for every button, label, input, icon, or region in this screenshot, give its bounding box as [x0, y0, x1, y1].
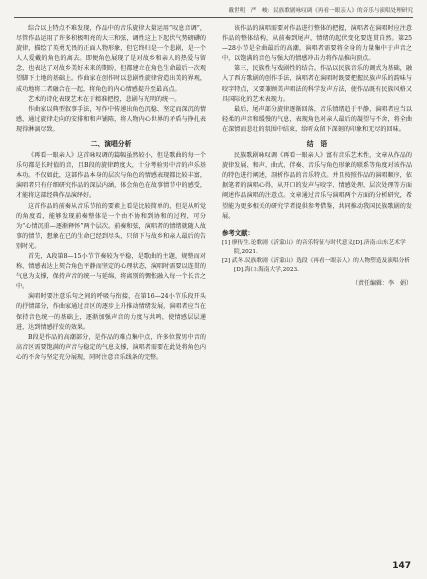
body-paragraph: 艺术的诗化表现艺术在于精准把控，悲剧与光明的统一。 — [28, 95, 181, 103]
body-paragraph: 最后，尾声部分旋律逐渐回落，音乐情绪趋于平静，演唱者应当以轻柔的声音和缓慢的气息，表现角色对亲人最后的凝望与不舍，将全曲在深情而悲壮的氛围中结束，给听众留下深刻的印象和无尽的回味。 — [222, 105, 412, 133]
section-title-performance: 二、演唱分析 — [90, 140, 132, 149]
references-title: 参考文献： — [222, 228, 254, 237]
body-paragraph: 首先，A段第8—15小节节奏较为平稳，是歌曲的主题，规整而对称，情感表达上契合角色平静而坚定的心理状态，演唱时需要以连贯的气息为支撑，保持声音的统一与延绵，将离别的惆怅融入每一个长音之中。 — [16, 252, 206, 291]
running-header — [14, 4, 413, 20]
right-column — [222, 24, 412, 287]
reference-item: [2] 武冬.民族歌剧《沂蒙山》选段《再看一眼亲人》的人物塑造及演唱分析[D].海口:海南大学,2023. — [222, 257, 410, 273]
body-paragraph: 综合以上特点不难发现，作品中的音乐旋律大量运用“叹息音调”，尽管作品运用了许多积极明亮的大三和弦，调性这上下起伏气势磅礴的旋律，描绘了英勇无畏的正面人物形象，但它终归是一个悲剧，是一个人人爱戴的角色的离去。即便角色展现了是对故乡和亲人的热爱与留念，也表达了对故乡美好未来的期盼，但都建立在角色生命最后一次观望脚下土地的基础上。作曲家在创作时以悲剧性旋律营造出美的界观，成功地将二者融合在一起，将角色的内心情感提升至最高点。 — [16, 25, 206, 93]
left-column — [16, 24, 206, 363]
body-paragraph: 作曲家以典型叙事手法，写作中传递出角色沉稳、坚定而深沉的情感，通过旋律走向的安排和和声铺陈，将人物内心世界的矛盾与挣扎表现得淋漓尽致。 — [16, 105, 206, 133]
page-number: 147 — [392, 561, 411, 571]
conclusion-paragraph: 民族歌剧咏叹调《再看一眼亲人》富有音乐艺术性，文章从作品的旋律发展、和声、曲式、伴奏、音乐与角色形象的联系等角度对该作品的特色进行阐述，剖析作品的音乐特点。并且按照作品的演唱顺序，依据笔者的演唱心得，从开口的发声与咬字、情感处理、层次处理等方面阐述作品演唱的注意点。文章通过音乐与演唱两个方面的分析研究，希望能为更多相关的研究学者提供参考借鉴，共同推动我国民族歌剧的发展。 — [222, 152, 412, 220]
section-title-conclusion: 结 语 — [306, 140, 328, 149]
responsible-editor: （责任编辑：李 娟） — [351, 279, 412, 287]
body-paragraph: 这首作品的前奏从音乐节拍的要素上看是比较简单的，但是从听觉的角度看，能够发现前奏整体是一个由不协和到协和的过程，可分为“心情沉重—逐渐释怀”两个层次。前奏和弦，演唱者的情绪就随人故事的情节，想象在已的生命已经到尽头，只留下与故乡和亲人最后的告别时光。 — [16, 202, 206, 250]
body-paragraph: 第三，民族性与戏剧性的结合。作品以民族音乐的调式为基础，融入了西方歌剧的创作手法，演唱者在演唱时既要把握民族声乐的韵味与咬字特点，又要兼顾美声唱法的科学发声方法，使作品既有民族风格又具国际化的艺术表现力。 — [222, 65, 412, 103]
body-paragraph: B段是作品的高潮部分，是作品的难点集中点，许多位置男中音的高音区需要饱满的声音与稳定的气息支撑，演唱者需要在此处将角色内心的不舍与坚定充分展现，同时注意音乐线条的完整。 — [16, 333, 206, 361]
running-head-text: 戴世明 严 峻：民族歌剧咏叹调《再看一眼亲人》的音乐与演唱处理研究 — [228, 8, 413, 14]
body-paragraph: 该作品的演唱需要对作品进行整体的把握，演唱者在演唱时应注意作品的整体结构，从前奏到尾声，情绪的起伏变化要连贯自然。第25—28小节是全曲最后的高潮，演唱者需要将全身的力量集中于声音之中，以饱满的音色与强大的情感冲击力将作品推向顶点。 — [222, 25, 412, 63]
header-rule — [14, 17, 413, 18]
body-paragraph: 《再看一眼亲人》这首咏叹调的篇幅虽然较小，但是歌曲的每一个乐句都是长时值的音，且B段的旋律跨度大，十分考验男中音的声乐基本功。不仅如此，这部作品本身的层次与角色的情感表现都比较丰富，演唱者只有仔细研究作品的深层内涵，体会角色在故事情节中的感受，才能将这部经典作品演绎好。 — [16, 152, 206, 200]
reference-item: [1] 廖传生.论歌剧《沂蒙山》的音乐特征与时代意义[D].济南:山东艺术学院,2021. — [222, 239, 406, 255]
body-paragraph: 演唱时要注意乐句之间的呼吸与衔接，在第16—24小节乐段开头的抒情部分，作曲家通过音区的逐步上升推动情绪发展，演唱者应当在保持音色统一的基础上，逐渐加强声音的力度与共鸣，使情感层层递进，达到情感抒发的效果。 — [16, 293, 206, 331]
